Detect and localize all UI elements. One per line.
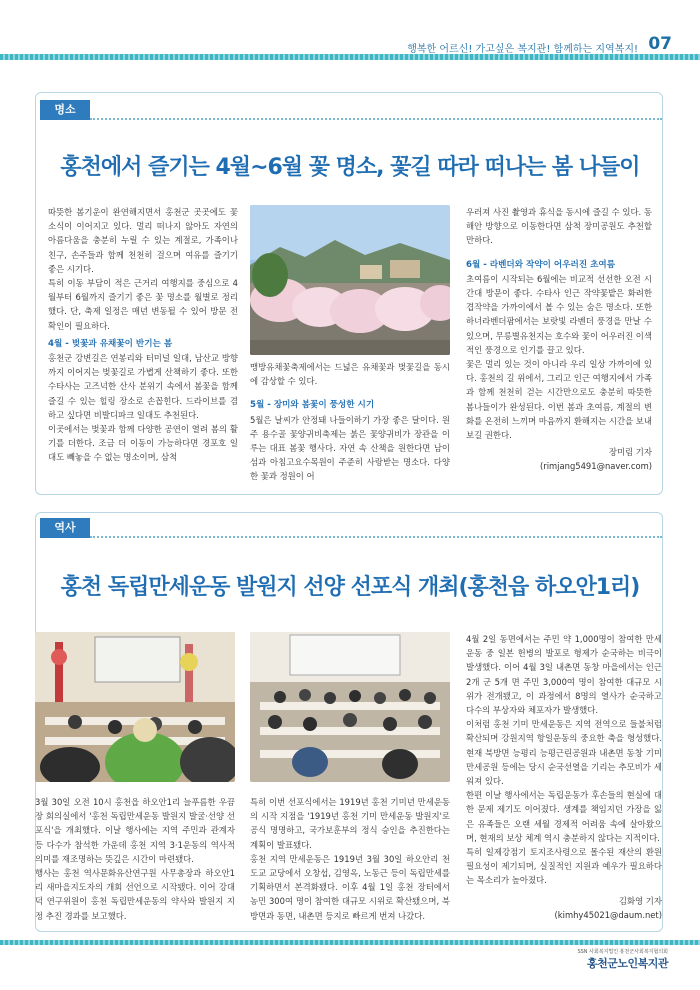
category-rule — [90, 100, 662, 120]
ceremony-photo-1 — [35, 632, 235, 782]
paragraph: 초여름이 시작되는 6월에는 비교적 선선한 오전 시간대 방문이 좋다. 수타사 인근 작약꽃밭은 화려한 겹작약을 가까이에서 볼 수 있는 숨은 명소다. 또한 하너라벤더팜에서는 보랏빛 라벤더 풍경을 만날 수 있으며, 무릉별유천지는 호수와 꽃이 어우러진 이색적인 풍경으로 인기를 끌고 있다. — [466, 273, 652, 355]
subheading: 5월 - 장미와 봄꽃이 풍성한 시기 — [250, 400, 375, 411]
paragraph: 이처럼 홍천 기미 만세운동은 지역 전역으로 들불처럼 확산되며 강원지역 항일운동의 중요한 축을 형성했다. 현재 북방면 능평리 능평근린공원과 내촌면 동창 기미만세공원 등에는 당시 순국선열을 기리는 추모비가 세워져 있다. — [466, 719, 662, 787]
paragraph: 홍천 지역 만세운동은 1919년 3월 30일 하오안리 천도교 교당에서 오창섭, 김영옥, 노동근 등이 독립만세를 기획하면서 본격화됐다. 이후 4월 1일 홍천 장터에서 농민 300여 명이 참여한 대규모 시위로 확산됐으며, 북방면과 동면, 내촌면 등지로 빠르게 번져 나갔다. — [250, 853, 450, 921]
paragraph: 홍천군 강변길은 연봉리와 터미널 일대, 남산교 방향까지 이어지는 벚꽃길로 가볍게 산책하기 좋다. 또한 수타사는 고즈넉한 산사 분위기 속에서 봄꽃을 함께 즐길 수 있는 힐링 장소로 손꼽힌다. 드라이브를 겸하고 싶다면 비발디파크 일대도 추천된다. — [48, 353, 238, 420]
paragraph: 3월 30일 오전 10시 홍천읍 하오안1리 늘푸름한 우끔장 회의실에서 '홍천 독립만세운동 발원지 발굴·선양 선포식'을 개최했다. 이날 행사에는 지역 주민과 관계자 등 다수가 참석한 가운데 홍천 지역 3·1운동의 역사적 의미를 재조명하는 뜻깊은 시간이 마련됐다. — [35, 797, 235, 864]
reporter-email: (rimjang5491@naver.com) — [539, 461, 652, 472]
article1-title: 홍천에서 즐기는 4월~6월 꽃 명소, 꽃길 따라 떠나는 봄 나들이 — [60, 155, 640, 180]
article2-column-2 — [250, 795, 450, 923]
paragraph: 따뜻한 봄기운이 완연해지면서 홍천군 곳곳에도 꽃소식이 이어지고 있다. 멀리 떠나지 않아도 자연의 아름다움을 충분히 누릴 수 있는 계절로, 가족이나 친구, 손주들과 함께 천천히 걸으며 여유를 즐기기 좋은 시기다. — [48, 207, 238, 274]
category-label: 역사 — [40, 518, 90, 538]
reporter-name: 김화영 기자 — [618, 895, 662, 906]
subheading: 6월 - 라벤더와 작약이 어우러진 초여름 — [466, 259, 616, 270]
footer-org-name: 홍천군노인복지관 — [586, 957, 668, 970]
article2-column-3 — [466, 632, 662, 922]
paragraph: 특히 일제강점기 토지조사령으로 몰수된 재산의 환원 필요성이 제기되며, 실질적인 지원과 예우가 필요하다는 목소리가 높아졌다. — [466, 847, 662, 886]
page-number: 07 — [648, 34, 672, 54]
paragraph: 꽃은 멀리 있는 것이 아니라 우리 일상 가까이에 있다. 홍천의 길 위에서, 그리고 인근 여행지에서 가족과 함께 천천히 걷는 시간만으로도 충분히 따뜻한 봄나들이가 완성된다. 이번 봄과 초여름, 계절의 변화를 온전히 느끼며 마음까지 환해지는 시간을 보내보길 권한다. — [466, 359, 652, 441]
article2-title: 홍천 독립만세운동 발원지 선양 선포식 개최(홍천읍 하오안1리) — [60, 575, 640, 600]
article1-column-1 — [48, 205, 238, 465]
paragraph: 5월은 날씨가 안정돼 나들이하기 가장 좋은 달이다. 원주 용수골 꽃양귀비축제는 붉은 꽃양귀비가 장관을 이루는 대표 봄꽃 행사다. 자연 속 산책을 원한다면 남이섬과 아침고요수목원이 주준히 사랑받는 명소다. 다양한 꽃과 정원이 어 — [250, 414, 450, 482]
paragraph: 행사는 홍천 역사문화유산연구원 사무총장과 하오안1리 새마을지도자의 개회 선언으로 시작됐다. 이어 강대덕 연구위원이 홍천 독립만세운동의 약사와 발원지 지정 추진 경과를 보고했다. — [35, 868, 235, 921]
header-tagline: 행복한 어르신! 가고싶은 복지관! 함께하는 지역복지! — [407, 44, 638, 55]
paragraph: 맹방유채꽃축제에서는 드넓은 유채꽃과 벚꽃길을 동시에 감상할 수 있다. — [250, 362, 450, 387]
paragraph: 4월 2일 동면에서는 주민 약 1,000명이 참여한 만세운동 중 일본 헌병의 발포로 형제가 순국하는 비극이 발생했다. 이어 4월 3일 내촌면 동창 마을에서는 인근 2개 군 5개 면 주민 3,000여 명이 참여한 대규모 시위가 전개됐고, 이 과정에서 8명의 열사가 순국하고 다수의 부상자와 체포자가 발생했다. — [466, 634, 662, 716]
subheading: 4월 - 벚꽃과 유채꽃이 반기는 봄 — [48, 338, 173, 349]
category-rule — [90, 518, 662, 538]
cherry-blossom-photo — [250, 205, 450, 355]
reporter-name: 장미림 기자 — [608, 447, 652, 458]
footer-stripe — [0, 940, 700, 945]
paragraph: 특히 이동 부담이 적은 근거리 여행지를 중심으로 4월부터 6월까지 즐기기 좋은 꽃 명소를 월별로 정리했다. 단, 축제 일정은 매년 변동될 수 있어 방문 전 확인이 필요하다. — [48, 278, 238, 331]
article1-column-2 — [250, 360, 450, 484]
article1-column-3 — [466, 205, 652, 474]
category-label: 명소 — [40, 100, 90, 120]
paragraph: 한편 이날 행사에서는 독립운동가 후손들의 현실에 대한 문제 제기도 이어졌다. 생계를 책임지던 가장을 잃은 유족들은 오랜 세월 경제적 어려움 속에 살아왔으며, 현재의 보상 체계 역시 충분하지 않다는 지적이다. — [466, 790, 662, 843]
ceremony-photo-2 — [250, 632, 450, 782]
article2-column-1 — [35, 795, 235, 923]
reporter-email: (kimhy45021@daum.net) — [554, 909, 662, 920]
footer-org-parent: SSN 사회복지법인 홍천군사회복지협의회 — [577, 949, 668, 955]
footer-organization — [577, 948, 668, 971]
page-header — [0, 0, 700, 70]
paragraph: 우러져 사진 촬영과 휴식을 동시에 즐길 수 있다. 동해안 방향으로 이동한다면 삼척 장미공원도 추천할 만하다. — [466, 207, 652, 246]
paragraph: 이곳에서는 벚꽃과 함께 다양한 공연이 열려 봄의 활기를 더한다. 조금 더 이동이 가능하다면 경포호 일대도 빼놓을 수 없는 명소이며, 삼척 — [48, 424, 238, 463]
paragraph: 특히 이번 선포식에서는 1919년 홍천 기미년 만세운동의 시작 지점을 '1919년 홍천 기미 만세운동 발원지'로 공식 명명하고, 국가보훈부의 정식 승인을 추진한다는 계획이 발표됐다. — [250, 797, 450, 850]
